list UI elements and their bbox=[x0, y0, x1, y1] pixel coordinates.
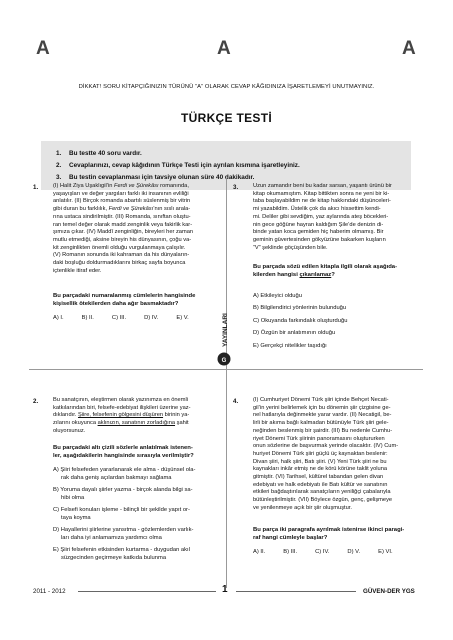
answer-option[interactable]: A) Etkileyici olduğu bbox=[253, 293, 302, 299]
passage-line: katkılarından biri, felsefe-edebiyat ilişkileri üzerine yaz- bbox=[53, 404, 191, 411]
answer-option[interactable]: B) II. bbox=[81, 315, 94, 321]
question-2-prompt bbox=[53, 445, 194, 461]
passage-line: anlatılır. (II) Birçok romanda abartılı süslenmiş bir vitrin bbox=[53, 198, 191, 205]
answer-option[interactable] bbox=[53, 467, 195, 482]
answer-option[interactable]: E) VI. bbox=[378, 549, 393, 555]
underlined-word: çıkarılamaz bbox=[299, 271, 332, 278]
passage-line: mi. Deliler gibi sevdiğim, yaz aylarında ateş böcekleri- bbox=[253, 213, 389, 220]
question-number: 1. bbox=[33, 184, 39, 191]
question-4-passage bbox=[253, 397, 398, 513]
passage-line: lirli bir akıma bağlı kalmadan bütünüyle Türk şiiri gele- bbox=[253, 420, 389, 427]
passage-line: dıklarıdır. Şiire, felsefenin gölgesini düşüren birinin ya- bbox=[53, 412, 190, 419]
passage-line: mutlu etmediği, aksine bireyin his dünyasının, çoğu va- bbox=[53, 236, 192, 243]
passage-line: bütünleştirilmiştir. (VII) Böylece özgün, genç, gelişmeye bbox=[253, 497, 393, 504]
option-line: ları daha iyi anlamamıza yardımcı olma bbox=[61, 534, 162, 541]
passage-line: binde yatan koca gemiden hiç haberim olmamış. Bir bbox=[253, 229, 384, 236]
passage-line: gitmiştir. (VI) Tarihsel, kültürel tabandan gelen divan bbox=[253, 474, 384, 481]
passage-line: Uzun zamandır beni bu kadar sarsan, yaşantı ürünü bir bbox=[253, 183, 392, 189]
passage-line: “V” şeklinde göçüşünden bile. bbox=[253, 244, 328, 251]
passage-line: oluyorsunuz. bbox=[53, 427, 86, 434]
prompt-line: raf hangi cümleyle başlar? bbox=[253, 534, 328, 541]
question-number: 3. bbox=[233, 184, 239, 191]
passage-line: zılarını okuyunca aklınızın, sanatının zorladığına şahit bbox=[53, 420, 189, 427]
page-title: TÜRKÇE TESTİ bbox=[181, 111, 272, 125]
passage-line: taba başlayabildim ne de kitap hakkındaki düşünceleri- bbox=[253, 198, 391, 205]
answer-option[interactable]: D) IV. bbox=[144, 315, 159, 321]
publisher-logo bbox=[216, 291, 232, 367]
instruction-number: 2. bbox=[56, 162, 62, 169]
instruction-number: 3. bbox=[56, 174, 62, 181]
answer-option[interactable]: B) III. bbox=[283, 549, 298, 555]
option-line: E) Şiiri felsefenin etkisinden kurtarma - duygudan akıl bbox=[53, 546, 190, 553]
page-number: 1 bbox=[222, 584, 228, 595]
prompt-line: Bu parçadaki altı çizili sözlerle anlatılmak istenen- bbox=[53, 445, 193, 451]
prompt-line: kilerden hangisi çıkarılamaz? bbox=[253, 271, 335, 278]
option-line: hibi olma bbox=[61, 494, 85, 501]
passage-line: nin gece göğüne hayran kaldığım Şile’de denizin di- bbox=[253, 221, 384, 228]
section-divider-left bbox=[29, 369, 423, 370]
passage-line: mi yazabildim. Üstelik çok da akıcı hissettim kendi- bbox=[253, 206, 381, 213]
question-4-prompt bbox=[253, 527, 404, 543]
notice-text: DİKKAT! SORU KİTAPÇIĞINIZIN TÜRÜNÜ “A” OLARAK CEVAP KÂĞIDINIZA İŞARETLEMEYİ UNUTMAYINIZ. bbox=[78, 84, 375, 90]
passage-line: edebiyatı ve halk edebiyatı ile Batı kültür ve sanatının bbox=[253, 481, 388, 488]
answer-option[interactable]: A) II. bbox=[253, 549, 266, 555]
question-1-passage bbox=[53, 183, 193, 275]
passage-line: (I) Halit Ziya Uşaklıgil’in Ferdi ve Şürekâsı romanında, bbox=[53, 183, 189, 189]
instruction-text: Bu testin cevaplanması için tavsiye olunan süre 40 dakikadır. bbox=[69, 174, 255, 181]
option-line: rak daha geniş açılardan bakmayı sağlama bbox=[61, 474, 172, 481]
passage-line: (I) Cumhuriyet Dönemi Türk şiiri içinde Behçet Necati- bbox=[253, 397, 389, 403]
answer-option[interactable] bbox=[53, 527, 195, 542]
question-4-options bbox=[253, 549, 423, 555]
footer-rule-left bbox=[78, 591, 216, 592]
question-number: 4. bbox=[233, 398, 239, 405]
answer-option[interactable]: C) Okuyanda farkındalık oluşturduğu bbox=[253, 317, 348, 324]
passage-line: Bu sanatçının, eleştirmen olarak yazınımza en önemli bbox=[53, 397, 188, 403]
answer-option[interactable]: C) III. bbox=[111, 315, 127, 321]
option-line: D) Hayallerini şiirlerine yansıtma - gözlemlerden varlık- bbox=[53, 526, 194, 533]
passage-line: yaşayışları ve değer yargıları farklı iki insanının evliliği bbox=[53, 190, 189, 197]
option-line: süzgecinden geçirmeye katkıda bulunma bbox=[61, 554, 167, 561]
passage-line: gibi duran bu farklılık, Ferdi ve Şürekâsı’nın sıslı arala- bbox=[53, 206, 191, 213]
passage-line: gil’in yerini belirlemek için bu dönemin şiir çizgisine ge- bbox=[253, 404, 391, 411]
prompt-line: ler, aşağıdakilerin hangisinde sırasıyla verilmiştir? bbox=[53, 452, 194, 459]
question-2-passage bbox=[53, 397, 191, 436]
answer-option[interactable] bbox=[53, 507, 195, 522]
svg-text:YAYINLARI: YAYINLARI bbox=[222, 313, 229, 347]
question-3-prompt bbox=[253, 264, 397, 280]
passage-line: riyet Dönemi Türk şiirinin panoramasını oluştururken bbox=[253, 435, 385, 442]
answer-option[interactable]: E) Gerçekçi nitelikler taşıdığı bbox=[253, 342, 327, 349]
answer-option[interactable] bbox=[53, 547, 195, 562]
prompt-line: Bu parçadaki numaralanmış cümlelerin hangisinde bbox=[53, 293, 196, 299]
answer-option[interactable]: A) I. bbox=[53, 315, 64, 321]
answer-option[interactable]: B) Bilgilendirici yönlerinin bulunduğu bbox=[253, 305, 347, 312]
passage-line: ran temel değer olarak madd zenginlik veya fakirlik kar- bbox=[53, 221, 193, 228]
option-line: taya koyma bbox=[61, 514, 91, 521]
question-1-options bbox=[53, 315, 213, 321]
passage-line: nel hatlarıyla değinmekte yarar vardır. (II) Necatigil, be- bbox=[253, 412, 392, 419]
instruction-number: 1. bbox=[56, 150, 62, 157]
booklet-letter-right: A bbox=[402, 38, 416, 59]
passage-line: kit zenginlikten önemli olduğu vurgulanmaya çalışılır. bbox=[53, 244, 186, 251]
booklet-letter-left: A bbox=[36, 38, 50, 59]
passage-line: (V) Romanın sonunda iki kahraman da his dünyaların- bbox=[53, 252, 190, 259]
footer-brand: GÜVEN-DER YGS bbox=[363, 588, 415, 595]
answer-option[interactable]: D) V. bbox=[347, 549, 361, 555]
passage-line: daki boşluğu doldurmadıklarını birkaç sayfa boyunca bbox=[53, 260, 186, 267]
option-line: B) Yoruma dayalı şiirler yazma - birçok alanda bilgi sa- bbox=[53, 486, 193, 493]
answer-option[interactable] bbox=[53, 487, 195, 502]
prompt-line: Bu parça iki paragrafa ayrılmak istenirse ikinci paragi- bbox=[253, 527, 405, 533]
passage-line: şımıza çıkar. (IV) Maddî zenginliğin, bireyleri her zaman bbox=[53, 229, 194, 236]
booklet-letter-center: A bbox=[217, 38, 231, 59]
passage-line: rına ustaca sindirilmiştir. (III) Romanda, sınıftan oluştu- bbox=[53, 213, 191, 220]
column-divider bbox=[226, 178, 227, 588]
passage-line: onun sözlerine de başvurmak yerinde olacaktır. (IV) Cum- bbox=[253, 443, 399, 450]
question-number: 2. bbox=[33, 398, 39, 405]
passage-line: etkileri bağdaştırılarak sanatçıların yeniliğçi çabalarıyla bbox=[253, 489, 391, 496]
footer-rule-right bbox=[236, 591, 356, 592]
footer-year: 2011 - 2012 bbox=[33, 588, 66, 595]
answer-option[interactable]: C) IV. bbox=[315, 549, 330, 555]
prompt-line: kişisellik ötekilerden daha ağır basmaktadır? bbox=[53, 300, 179, 307]
passage-line: kitap okumamıştım. Kitap bittikten sonra ne yeni bir ki- bbox=[253, 190, 390, 197]
passage-line: kaynakları inkâr etmiş ne de körü körüne taklit yoluna bbox=[253, 466, 388, 473]
instruction-text: Bu testte 40 soru vardır. bbox=[69, 150, 142, 157]
question-2-options bbox=[53, 467, 195, 567]
passage-line: içtenlikle itiraf eder. bbox=[53, 267, 102, 274]
question-3-options bbox=[253, 293, 347, 355]
prompt-line: Bu parçada sözü edilen kitapla ilgili olarak aşağıda- bbox=[253, 264, 398, 270]
question-1-prompt bbox=[53, 293, 195, 309]
answer-option[interactable]: D) Özgün bir anlatımının olduğu bbox=[253, 330, 336, 337]
passage-line: geminin güvertesinden gökyüzüne bakarken kuşların bbox=[253, 236, 386, 243]
svg-text:G: G bbox=[221, 358, 227, 364]
instruction-text: Cevaplarınızı, cevap kâğıdının Türkçe Testi için ayrılan kısmına işaretleyiniz. bbox=[69, 162, 300, 169]
option-line: C) Felsefi konuları işleme - bilinçli bir şekilde yapıt or- bbox=[53, 506, 190, 513]
question-3-passage bbox=[253, 183, 392, 252]
option-line: A) Şiiri felsefeden yararlanarak ele alma - düşünsel ola- bbox=[53, 467, 196, 473]
passage-line: Divan şiiri, halk şiiri, Batı şiiri. (V) Yeni Türk şiiri ne bu bbox=[253, 458, 387, 465]
passage-line: neğinden beslenmiş bir şairdir. (III) Bu nedenle Cumhu- bbox=[253, 427, 393, 434]
answer-option[interactable]: E) V. bbox=[176, 315, 189, 321]
passage-line: ve yenilenmeye açık bir şiir oluşmuştur. bbox=[253, 504, 352, 511]
passage-line: huriyet Dönemi Türk şiiri güçlü üç kaynaktan beslenir: bbox=[253, 450, 388, 457]
